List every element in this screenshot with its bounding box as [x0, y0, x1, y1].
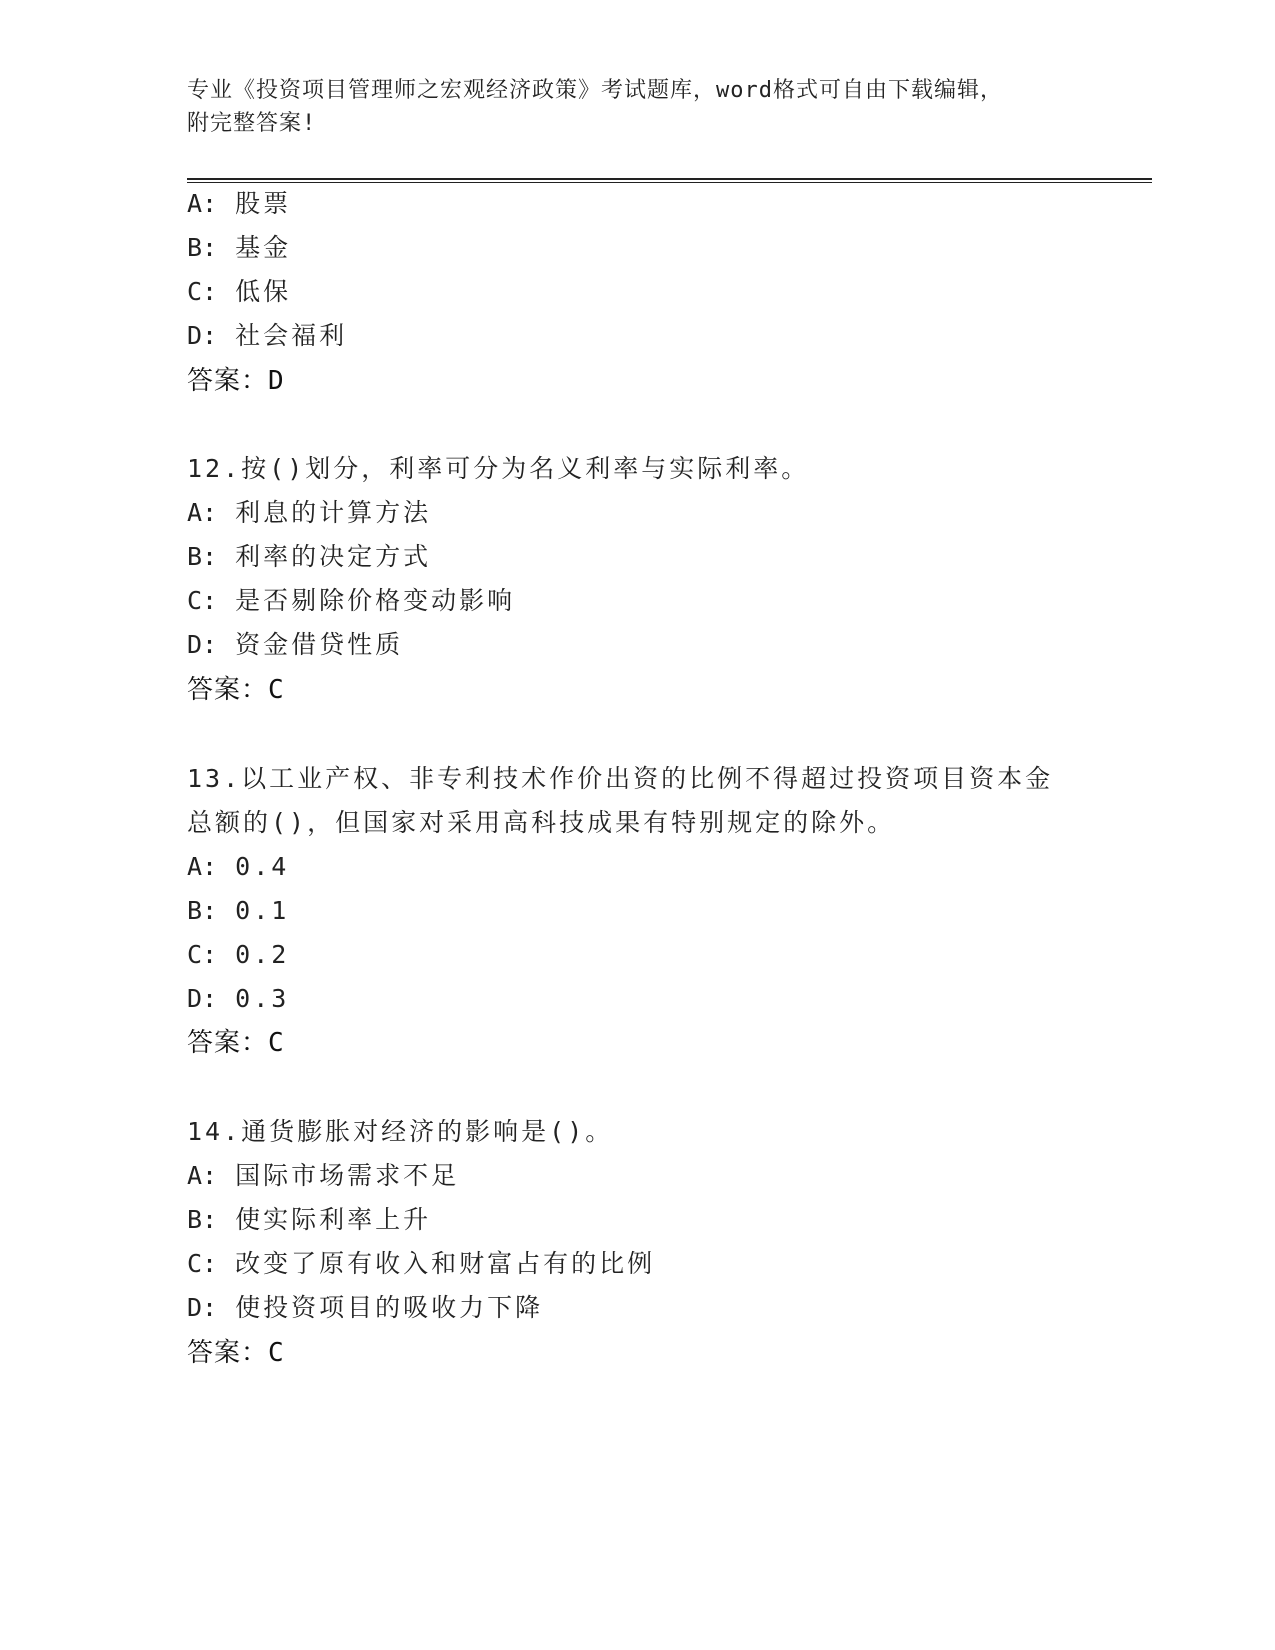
- q12-option-b: [187, 540, 431, 574]
- q14-option-d: [187, 1291, 543, 1325]
- option-letter: A:: [187, 852, 218, 881]
- option-text: 基金: [235, 233, 292, 262]
- q13-stem-line-1: 13.以工业产权、非专利技术作价出资的比例不得超过投资项目资本金: [187, 764, 1054, 793]
- option-text: 利率的决定方式: [235, 542, 432, 571]
- q11-option-a: [187, 187, 291, 221]
- q13-option-a: [187, 850, 289, 884]
- q12-stem: 12.按()划分，利率可分为名义利率与实际利率。: [187, 454, 810, 483]
- option-text: 改变了原有收入和财富占有的比例: [235, 1249, 656, 1278]
- q13-stem-line-2: 总额的()，但国家对采用高科技成果有特别规定的除外。: [187, 808, 896, 837]
- option-text: 使投资项目的吸收力下降: [235, 1293, 544, 1322]
- q11-answer: 答案：D: [187, 366, 285, 396]
- option-letter: D:: [187, 1293, 218, 1322]
- q14-stem: 14.通货膨胀对经济的影响是()。: [187, 1117, 614, 1146]
- option-letter: D:: [187, 321, 218, 350]
- option-letter: A:: [187, 498, 218, 527]
- option-letter: B:: [187, 1205, 218, 1234]
- q11-option-b: [187, 231, 291, 265]
- option-letter: D:: [187, 630, 218, 659]
- option-letter: B:: [187, 896, 218, 925]
- q14-option-a: [187, 1159, 459, 1193]
- option-text: 0.4: [235, 852, 290, 881]
- option-text: 利息的计算方法: [235, 498, 432, 527]
- option-text: 社会福利: [235, 321, 348, 350]
- q12-option-d: [187, 628, 403, 662]
- option-text: 股票: [235, 189, 292, 218]
- q12-option-a: [187, 496, 431, 530]
- q13-option-b: [187, 894, 289, 928]
- option-text: 资金借贷性质: [235, 630, 404, 659]
- option-letter: D:: [187, 984, 218, 1013]
- option-letter: B:: [187, 542, 218, 571]
- q13-answer: 答案：C: [187, 1028, 285, 1058]
- option-text: 0.1: [235, 896, 290, 925]
- q12-answer: 答案：C: [187, 675, 285, 705]
- option-text: 国际市场需求不足: [235, 1161, 460, 1190]
- q14-option-b: [187, 1203, 431, 1237]
- q11-option-c: [187, 275, 291, 309]
- option-text: 0.3: [235, 984, 290, 1013]
- header-line-2: 附完整答案!: [187, 111, 317, 136]
- q14-option-c: [187, 1247, 655, 1281]
- q13-option-c: [187, 938, 289, 972]
- option-text: 低保: [235, 277, 292, 306]
- option-text: 是否剔除价格变动影响: [235, 586, 516, 615]
- header-line-1: 专业《投资项目管理师之宏观经济政策》考试题库，word格式可自由下载编辑，: [187, 78, 1003, 103]
- option-letter: A:: [187, 189, 218, 218]
- document-header: [187, 74, 1087, 140]
- option-text: 使实际利率上升: [235, 1205, 432, 1234]
- q13-option-d: [187, 982, 289, 1016]
- option-letter: C:: [187, 586, 218, 615]
- q12-option-c: [187, 584, 515, 618]
- option-letter: C:: [187, 940, 218, 969]
- q14-answer: 答案：C: [187, 1338, 285, 1368]
- option-letter: A:: [187, 1161, 218, 1190]
- option-letter: B:: [187, 233, 218, 262]
- q11-option-d: [187, 319, 347, 353]
- option-text: 0.2: [235, 940, 290, 969]
- option-letter: C:: [187, 277, 218, 306]
- header-divider: [187, 178, 1152, 183]
- option-letter: C:: [187, 1249, 218, 1278]
